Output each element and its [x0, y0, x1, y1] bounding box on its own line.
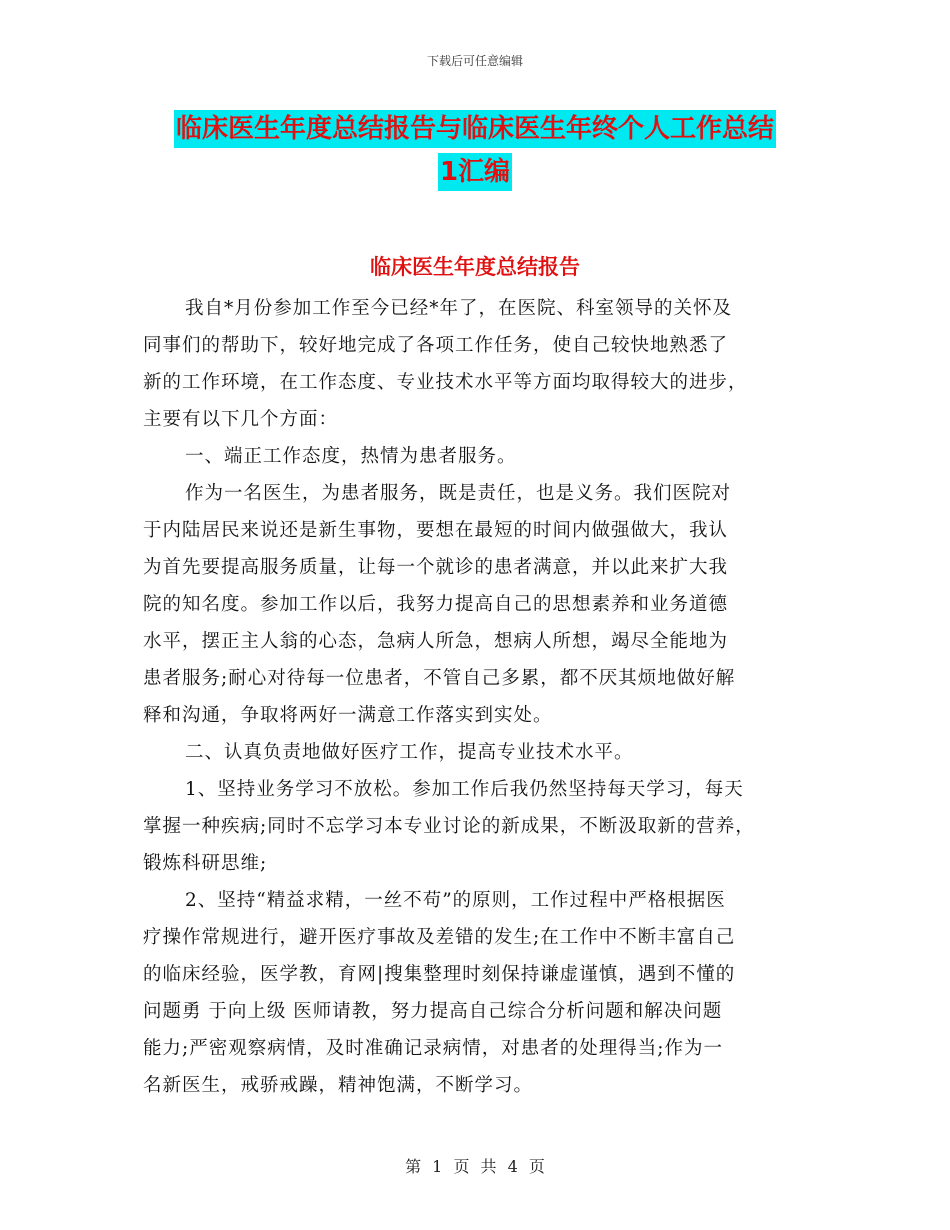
paragraph-line: 释和沟通，争取将两好一满意工作落实到实处。 — [143, 705, 553, 726]
paragraph-line: 为首先要提高服务质量，让每一个就诊的患者满意，并以此来扩大我 — [143, 557, 729, 578]
paragraph-line: 水平，摆正主人翁的心态，急病人所急，想病人所想，竭尽全能地为 — [143, 631, 729, 652]
paragraph-line: 能力;严密观察病情，及时准确记录病情，对患者的处理得当;作为一 — [143, 1038, 723, 1059]
paragraph-line: 作为一名医生，为患者服务，既是责任，也是义务。我们医院对 — [185, 483, 732, 504]
paragraph-line: 掌握一种疾病;同时不忘学习本专业讨论的新成果，不断汲取新的营养， — [143, 816, 755, 837]
section-title: 临床医生年度总结报告 — [370, 255, 580, 279]
paragraph-line: 我自*月份参加工作至今已经*年了，在医院、科室领导的关怀及 — [185, 298, 733, 319]
document-title-line-1: 临床医生年度总结报告与临床医生年终个人工作总结 — [0, 116, 950, 142]
document-title-line-2: 1汇编 — [0, 159, 950, 185]
paragraph-line: 名新医生，戒骄戒躁，精神饱满，不断学习。 — [143, 1075, 534, 1096]
paragraph-line: 患者服务;耐心对待每一位患者，不管自己多累，都不厌其烦地做好解 — [143, 668, 736, 689]
heading-line: 一、端正工作态度，热情为患者服务。 — [185, 446, 517, 467]
paragraph-line: 疗操作常规进行，避开医疗事故及差错的发生;在工作中不断丰富自己 — [143, 927, 736, 948]
page-footer: 第 1 页 共 4 页 — [405, 1157, 545, 1176]
paragraph-line: 2、坚持“精益求精，一丝不苟”的原则，工作过程中严格根据医 — [185, 890, 726, 911]
paragraph-line: 问题勇 于向上级 医师请教，努力提高自己综合分析问题和解决问题 — [143, 1001, 723, 1022]
paragraph-line: 1、坚持业务学习不放松。参加工作后我仍然坚持每天学习，每天 — [185, 779, 744, 800]
paragraph-line: 锻炼科研思维; — [143, 853, 268, 874]
paragraph-line: 院的知名度。参加工作以后，我努力提高自己的思想素养和业务道德 — [143, 594, 729, 615]
paragraph-line: 于内陆居民来说还是新生事物，要想在最短的时间内做强做大，我认 — [143, 520, 729, 541]
heading-line: 二、认真负责地做好医疗工作，提高专业技术水平。 — [185, 742, 634, 763]
header-note: 下载后可任意编辑 — [426, 54, 523, 68]
body-text — [143, 290, 808, 1104]
paragraph-line: 同事们的帮助下，较好地完成了各项工作任务，使自己较快地熟悉了 — [143, 335, 729, 356]
paragraph-line: 主要有以下几个方面： — [143, 409, 339, 430]
paragraph-line: 新的工作环境，在工作态度、专业技术水平等方面均取得较大的进步， — [143, 372, 748, 393]
paragraph-line: 的临床经验，医学教，育网|搜集整理时刻保持谦虚谨慎，遇到不懂的 — [143, 964, 736, 985]
